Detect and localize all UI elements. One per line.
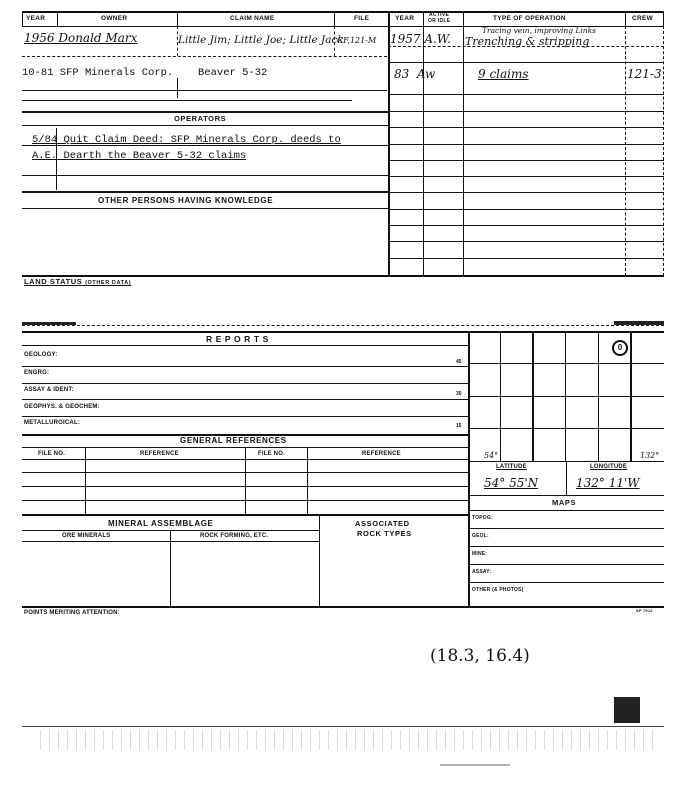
scale-45: 45 bbox=[456, 359, 462, 365]
ore-minerals-header: ORE MINERALS bbox=[62, 533, 111, 539]
mine-label: MINE: bbox=[472, 551, 488, 557]
claim-1: Little Jim; Little Joe; Little Jack bbox=[178, 34, 344, 46]
rock-forming-header: ROCK FORMING, ETC. bbox=[200, 533, 269, 539]
owner-1: 1956 Donald Marx bbox=[24, 31, 138, 45]
year-header: YEAR bbox=[26, 15, 46, 22]
operators-line-2: A.E. Dearth the Beaver 5-32 claims bbox=[32, 150, 247, 162]
geol-label: GEOL: bbox=[472, 533, 489, 539]
ref-col-reference-2: REFERENCE bbox=[362, 451, 401, 457]
associated-rock-types-1: ASSOCIATED bbox=[355, 519, 410, 528]
op-1-year-status: 1957 A.W. bbox=[390, 32, 451, 46]
owner-2: 10-81 SFP Minerals Corp. bbox=[22, 67, 174, 79]
operators-title: OPERATORS bbox=[174, 114, 227, 123]
op-1-type: Tracing vein, improving Links bbox=[482, 26, 597, 35]
scan-artifact bbox=[440, 764, 510, 766]
year2-header: YEAR bbox=[395, 15, 415, 22]
handwritten-note: (18.3, 16.4) bbox=[430, 646, 530, 666]
points-meriting-attention: POINTS MERITING ATTENTION: bbox=[24, 610, 120, 616]
scale-15: 15 bbox=[456, 423, 462, 429]
geophys-label: GEOPHYS. & GEOCHEM: bbox=[24, 404, 100, 410]
lat-mark: 54° bbox=[484, 451, 499, 460]
reports-title: R E P O R T S bbox=[206, 334, 269, 344]
scan-artifact bbox=[40, 730, 660, 750]
lon-mark: 132° bbox=[640, 451, 660, 460]
general-references-title: GENERAL REFERENCES bbox=[180, 436, 287, 445]
latitude-label: LATITUDE bbox=[496, 464, 527, 470]
owner-header: OWNER bbox=[101, 15, 128, 22]
op-2-crew: 121-3 bbox=[627, 67, 662, 81]
active-header: ACTIVE bbox=[429, 12, 450, 18]
ref-col-file-1: FILE NO. bbox=[38, 451, 65, 457]
mineral-assemblage-title: MINERAL ASSEMBLAGE bbox=[108, 519, 214, 528]
other-photos-label: OTHER (& PHOTOS) bbox=[472, 587, 524, 593]
idle-header: OR IDLE bbox=[428, 18, 451, 24]
op-1-type-2: Trenching & stripping bbox=[465, 35, 590, 48]
longitude-label: LONGITUDE bbox=[590, 464, 628, 470]
file-1: CF,121-M bbox=[337, 36, 377, 45]
circle-marker: 0 bbox=[612, 340, 628, 356]
maps-title: MAPS bbox=[552, 498, 577, 507]
op-2-type: 9 claims bbox=[478, 67, 529, 81]
latitude-value: 54° 55'N bbox=[484, 476, 539, 490]
op-2-year-status: 83 Aw bbox=[394, 67, 436, 81]
assay-label: ASSAY: bbox=[472, 569, 492, 575]
other-persons-title: OTHER PERSONS HAVING KNOWLEDGE bbox=[98, 196, 274, 205]
land-status-title: LAND STATUS (OTHER DATA) bbox=[24, 277, 132, 286]
assay-ident-label: ASSAY & IDENT: bbox=[24, 387, 74, 393]
ref-col-file-2: FILE NO. bbox=[258, 451, 285, 457]
form-number: SP 7912 bbox=[636, 608, 653, 613]
longitude-value: 132° 11'W bbox=[576, 476, 640, 490]
associated-rock-types-2: ROCK TYPES bbox=[357, 529, 412, 538]
crew-header: CREW bbox=[632, 15, 654, 22]
metallurgical-label: METALLURGICAL: bbox=[24, 420, 81, 426]
claim-2: Beaver 5-32 bbox=[198, 67, 268, 79]
geology-label: GEOLOGY: bbox=[24, 352, 58, 358]
file-header: FILE bbox=[354, 15, 370, 22]
scale-30: 30 bbox=[456, 391, 462, 397]
claim-name-header: CLAIM NAME bbox=[230, 15, 275, 22]
scan-artifact bbox=[614, 321, 664, 325]
ref-col-reference-1: REFERENCE bbox=[140, 451, 179, 457]
type-of-operation-header: TYPE OF OPERATION bbox=[493, 15, 566, 22]
scan-artifact bbox=[614, 697, 640, 723]
engrg-label: ENGRG: bbox=[24, 370, 50, 376]
operators-line-1: 5/84 Quit Claim Deed: SFP Minerals Corp. deeds to bbox=[32, 134, 341, 146]
topog-label: TOPOG: bbox=[472, 515, 493, 521]
